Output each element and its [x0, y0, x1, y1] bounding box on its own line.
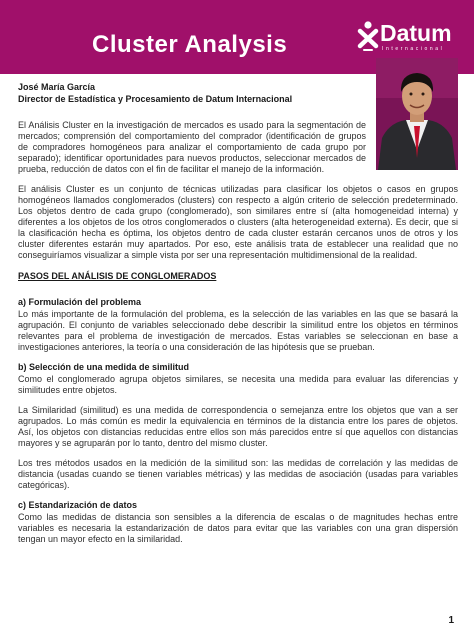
author-role: Director de Estadística y Procesamiento de Datum Internacional — [18, 94, 293, 104]
author-photo — [376, 58, 458, 170]
subsection-b-paragraph-3: Los tres métodos usados en la medición de la similitud son: las medidas de correlación y las medidas de distancia (usadas cuando se tienen variables métricas) y las medidas de asociación (usadas para variables categóricas). — [18, 458, 458, 490]
datum-logo-icon — [356, 20, 380, 54]
subsection-a-paragraph: Lo más importante de la formulación del problema, es la selección de las variables en las que se basará la agrupación. El conjunto de variables seleccionado debe describir la similitud entre los objetos en términos relevantes para el problema de investigación de mercados. Estas variables se seleccionan en base a investigaciones anteriores, la teoría o una consideración de las hipótesis que se prueban. — [18, 309, 458, 352]
datum-logo — [356, 20, 468, 54]
logo-tagline: I n t e r n a c i o n a l — [382, 46, 443, 52]
document-body — [18, 81, 458, 554]
intro-paragraph-1: El Análisis Cluster en la investigación de mercados es usado para la segmentación de mercados; comprensión del comportamiento del comprador (identificación de grupos de compradores homogéneos para analizar el comportamiento de cada grupo por separado); identificar oportunidades para nuevos productos, seleccionar mercados de prueba, reducción de datos con el fin de facilitar el manejo de la información. — [18, 120, 366, 174]
logo-wordmark: Datum — [380, 20, 452, 46]
subsection-b-paragraph-2: La Similaridad (similitud) es una medida de correspondencia o semejanza entre los objetos que van a ser agrupados. Lo más común es medir la equivalencia en términos de la distancia entre los pares de objetos. Así, los objetos con distancias reducidas entre ellos son más parecidos entre sí que aquellos con distancias mayores y se agruparán por lo tanto, dentro del mismo cluster. — [18, 405, 458, 448]
subsection-c-title: c) Estandarización de datos — [18, 500, 138, 510]
subsection-a-title: a) Formulación del problema — [18, 297, 142, 307]
section-title: PASOS DEL ANÁLISIS DE CONGLOMERADOS — [18, 271, 217, 281]
intro-paragraph-2: El análisis Cluster es un conjunto de técnicas utilizadas para clasificar los objetos o casos en grupos homogéneos llamados conglomerados (clusters) con respecto a algún criterio de selección predeterminado. Los objetos dentro de cada grupo (conglomerado), son similares entre sí (alta homogeneidad interna) y diferentes a los objetos de los otros conglomerados o clusters (alta heterogeneidad externa). Es decir, que si la clasificación hecha es óptima, los objetos dentro de cada cluster estarán cercanos unos de otros y los cluster diferentes estarán muy apartados. Por eso, este análisis trata de establecer una realidad que no conseguiríamos visualizar a simple vista por ser una representación multidimensional de la realidad. — [18, 184, 458, 260]
subsection-b-title: b) Selección de una medida de similitud — [18, 362, 190, 372]
subsection-c-paragraph: Como las medidas de distancia son sensibles a la diferencia de escalas o de magnitudes hechas entre variables es necesaria la estandarización de datos para evitar que las variables con una gran dispersión tengan un mayor efecto en la similaridad. — [18, 512, 458, 544]
page-number: 1 — [448, 615, 454, 626]
subsection-b-paragraph-1: Como el conglomerado agrupa objetos similares, se necesita una medida para evaluar las diferencias y similitudes entre objetos. — [18, 374, 458, 395]
document-title: Cluster Analysis — [92, 31, 288, 58]
author-name: José María García — [18, 82, 96, 92]
